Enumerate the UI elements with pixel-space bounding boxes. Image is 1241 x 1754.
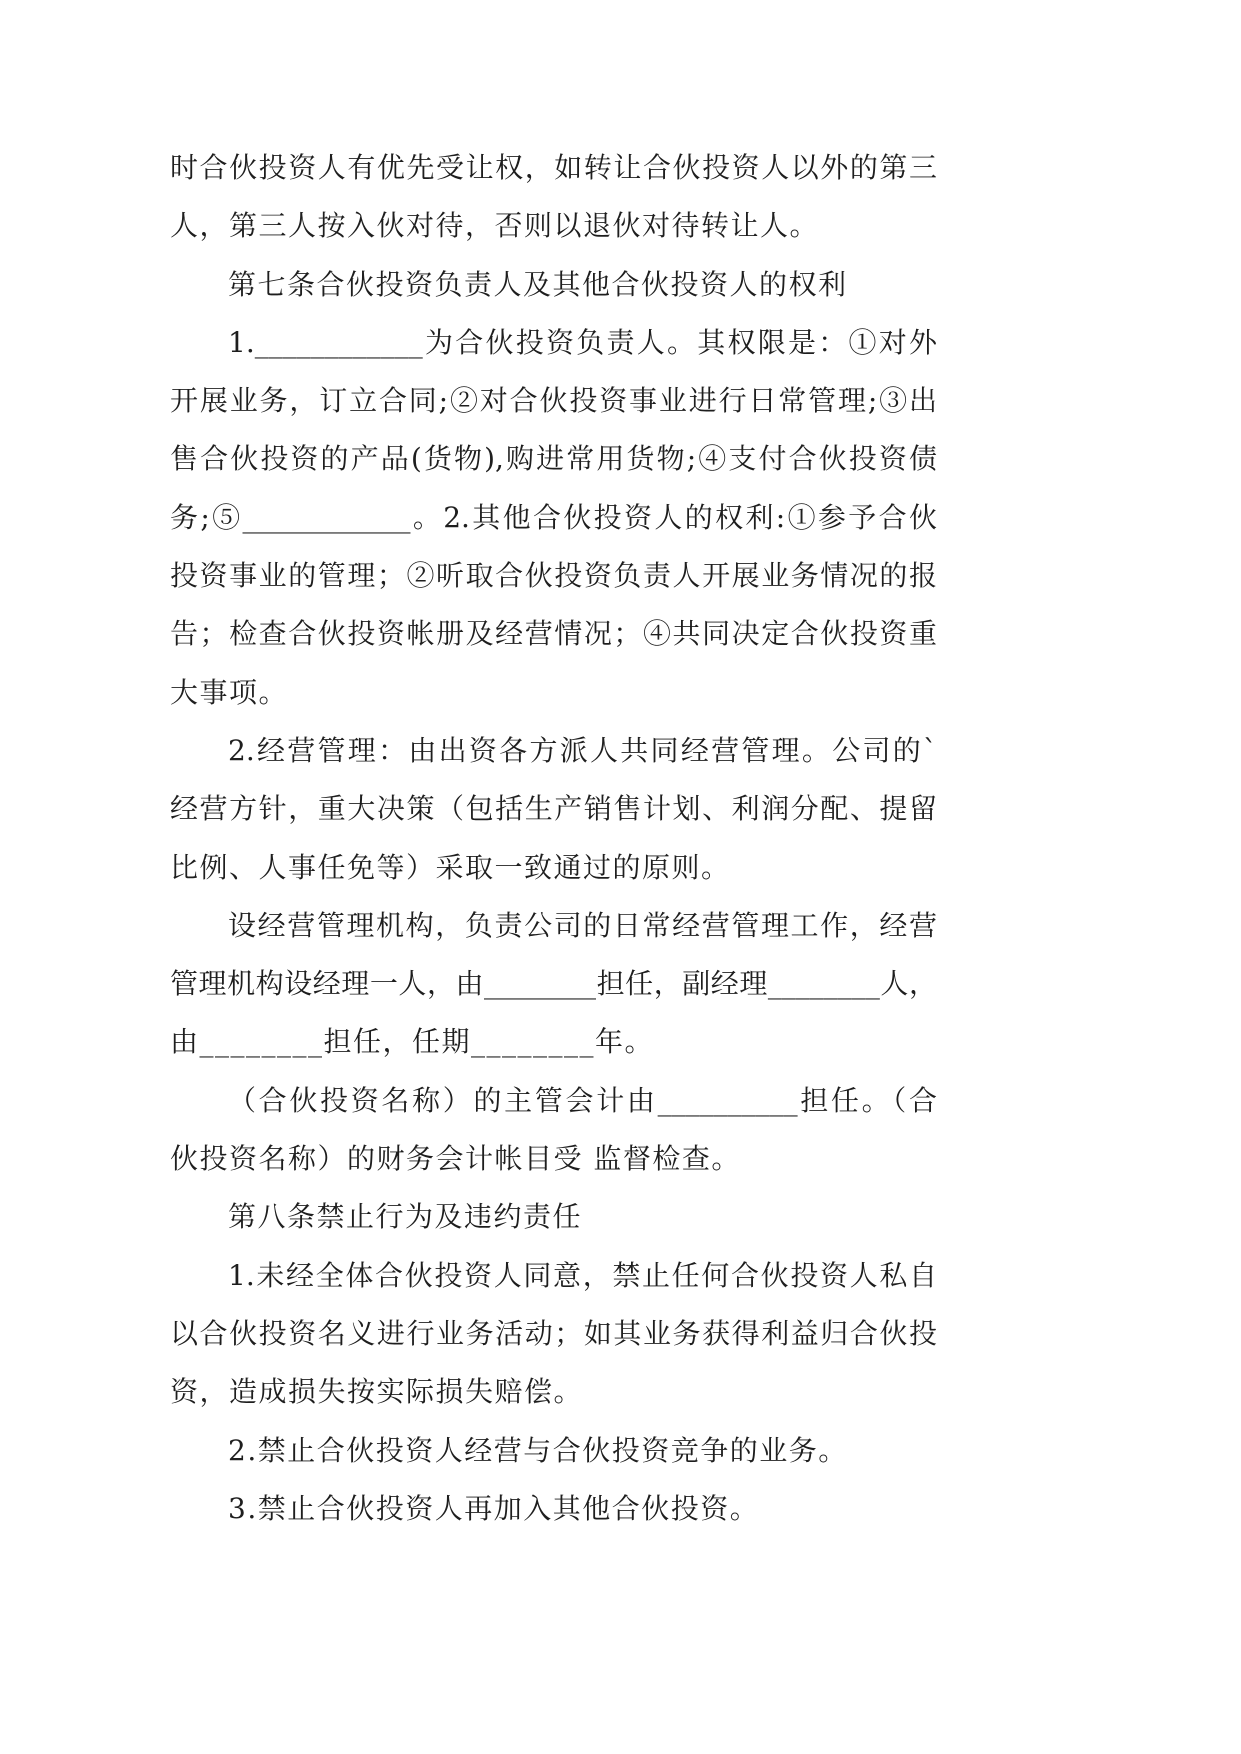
paragraph — [170, 897, 937, 1072]
paragraph — [170, 1247, 937, 1422]
paragraph — [170, 139, 937, 256]
text-line: 大事项。 — [170, 675, 289, 709]
text-line: 人，第三人按入伙对待，否则以退伙对待转让人。 — [170, 209, 820, 243]
document-page — [170, 139, 937, 1538]
paragraph — [170, 1072, 937, 1189]
text-line: 经营方针，重大决策（包括生产销售计划、利润分配、提留 — [170, 792, 937, 826]
text-line: 设经营管理机构，负责公司的日常经营管理工作，经营 — [228, 908, 937, 942]
text-line: 2.经营管理：由出资各方派人共同经营管理。公司的` — [228, 733, 937, 767]
article-heading — [170, 1188, 937, 1246]
text-line: 3.禁止合伙投资人再加入其他合伙投资。 — [228, 1491, 760, 1525]
text-line: 1.未经全体合伙投资人同意，禁止任何合伙投资人私自 — [228, 1258, 937, 1292]
text-line: 时合伙投资人有优先受让权，如转让合伙投资人以外的第三 — [170, 151, 937, 184]
text-line: 以合伙投资名义进行业务活动；如其业务获得利益归合伙投 — [170, 1316, 937, 1350]
text-line: 务;⑤____________。2.其他合伙投资人的权利:①参予合伙 — [170, 500, 937, 534]
text-line: 由________担任，任期________年。 — [170, 1025, 655, 1059]
text-line: 投资事业的管理；②听取合伙投资负责人开展业务情况的报 — [170, 559, 937, 593]
paragraph — [170, 314, 937, 722]
paragraph — [170, 722, 937, 897]
text-line: 资，造成损失按实际损失赔偿。 — [170, 1375, 584, 1409]
text-line: 伙投资名称）的财务会计帐目受 监督检查。 — [170, 1142, 741, 1176]
article-heading — [170, 256, 937, 314]
text-line: 比例、人事任免等）采取一致通过的原则。 — [170, 850, 731, 884]
text-line: 管理机构设经理一人，由________担任，副经理________人， — [170, 967, 937, 1001]
text-line: 1.____________为合伙投资负责人。其权限是：①对外 — [228, 325, 937, 359]
article-heading-text: 第八条禁止行为及违约责任 — [228, 1200, 583, 1234]
paragraph — [170, 1480, 937, 1538]
paragraph — [170, 1422, 937, 1480]
text-line: 2.禁止合伙投资人经营与合伙投资竞争的业务。 — [228, 1433, 848, 1467]
text-line: 告；检查合伙投资帐册及经营情况；④共同决定合伙投资重 — [170, 617, 937, 651]
text-line: 售合伙投资的产品(货物),购进常用货物;④支付合伙投资债 — [170, 442, 937, 476]
text-line: 开展业务，订立合同;②对合伙投资事业进行日常管理;③出 — [170, 384, 937, 418]
text-line: （合伙投资名称）的主管会计由__________担任。（合 — [228, 1083, 937, 1117]
article-heading-text: 第七条合伙投资负责人及其他合伙投资人的权利 — [228, 267, 848, 301]
